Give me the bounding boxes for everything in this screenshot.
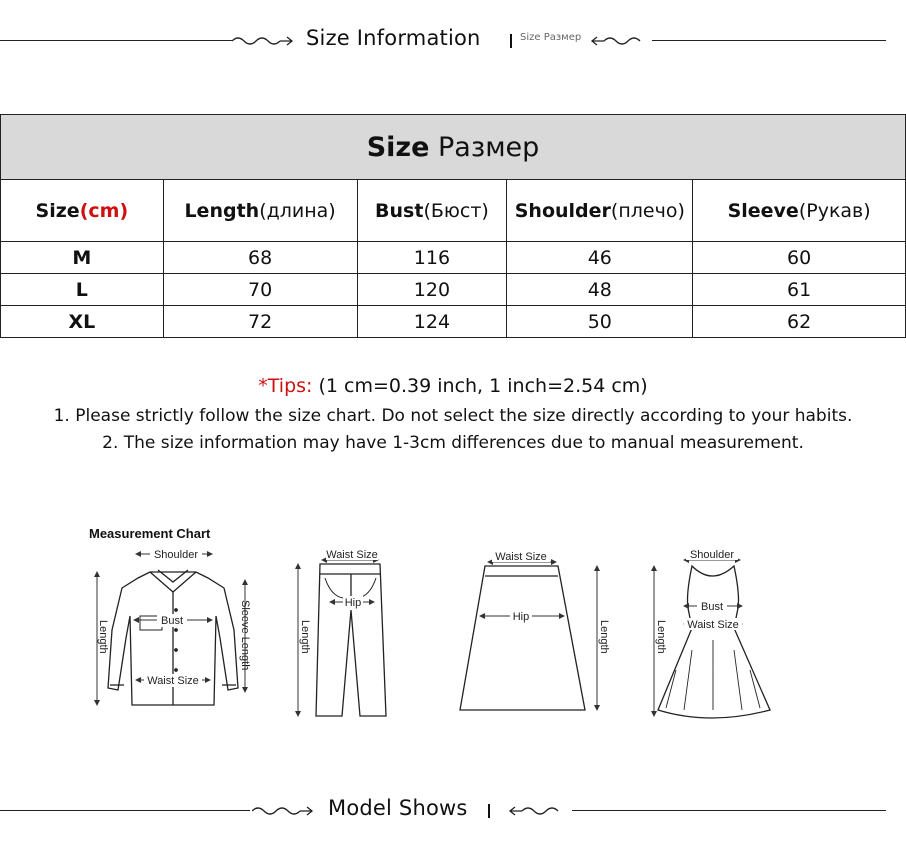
cell-size: XL xyxy=(1,306,164,338)
skirt-outline-icon xyxy=(460,566,585,710)
section-title: Model Shows xyxy=(328,796,468,820)
table-caption xyxy=(1,115,906,180)
section-title: Size Information xyxy=(306,26,481,50)
dress-bust-label: Bust xyxy=(700,601,724,613)
shirt-waist-label: Waist Size xyxy=(147,675,199,687)
cell-sleeve: 62 xyxy=(693,306,906,338)
cell-bust: 116 xyxy=(357,242,507,274)
cell-sleeve: 60 xyxy=(693,242,906,274)
header-bust-bold: Bust xyxy=(375,199,424,222)
tips-label: *Tips: xyxy=(258,375,313,397)
tips-text: (1 cm=0.39 inch, 1 inch=2.54 cm) xyxy=(312,375,648,397)
measurement-chart xyxy=(80,520,800,740)
header-shoulder xyxy=(507,180,693,242)
cell-size: L xyxy=(1,274,164,306)
wave-arrow-left-icon xyxy=(590,32,652,50)
cell-length: 70 xyxy=(163,274,357,306)
table-row xyxy=(1,306,906,338)
title-bar xyxy=(510,34,512,48)
cell-shoulder: 46 xyxy=(507,242,693,274)
cell-length: 72 xyxy=(163,306,357,338)
tip-note-2: 2. The size information may have 1-3cm differences due to manual measurement. xyxy=(102,433,804,453)
divider-line-right xyxy=(572,810,886,811)
wave-arrow-right-icon xyxy=(252,802,314,820)
tips-line xyxy=(0,375,906,397)
caption-bold: Size xyxy=(366,131,430,163)
dress-shoulder-label: Shoulder xyxy=(689,549,735,561)
divider-line-right xyxy=(652,40,886,41)
header-bust xyxy=(357,180,507,242)
section-subtitle: Size Размер xyxy=(520,32,582,43)
wave-arrow-right-icon xyxy=(232,32,294,50)
dress-outline-icon xyxy=(658,566,770,718)
header-shoulder-rest: (плечо) xyxy=(610,199,685,222)
table-row xyxy=(1,242,906,274)
header-length xyxy=(163,180,357,242)
cell-shoulder: 48 xyxy=(507,274,693,306)
header-bust-rest: (Бюст) xyxy=(423,199,489,222)
dress-diagram xyxy=(658,566,770,718)
shirt-length-label: Length xyxy=(97,620,109,654)
wave-arrow-left-icon xyxy=(508,802,570,820)
skirt-waist-label: Waist Size xyxy=(495,551,547,563)
header-size-bold: Size xyxy=(35,199,80,222)
shirt-sleeve-label: Sleeve Length xyxy=(239,600,251,671)
header-sleeve-bold: Sleeve xyxy=(727,199,799,222)
shirt-shoulder-label: Shoulder xyxy=(153,549,199,561)
header-length-rest: (длина) xyxy=(259,199,336,222)
shirt-bust-label: Bust xyxy=(160,615,184,627)
title-bar xyxy=(488,804,490,818)
cell-sleeve: 61 xyxy=(693,274,906,306)
model-shows-divider xyxy=(0,796,906,826)
size-table xyxy=(0,114,906,338)
pants-length-label: Length xyxy=(299,620,311,654)
dress-length-label: Length xyxy=(655,620,667,654)
measurement-diagrams xyxy=(80,520,800,740)
pants-diagram xyxy=(316,564,386,716)
header-sleeve xyxy=(693,180,906,242)
cell-length: 68 xyxy=(163,242,357,274)
cell-bust: 120 xyxy=(357,274,507,306)
skirt-length-label: Length xyxy=(598,620,610,654)
cell-shoulder: 50 xyxy=(507,306,693,338)
skirt-hip-label: Hip xyxy=(512,611,530,623)
header-length-bold: Length xyxy=(184,199,260,222)
table-header-row xyxy=(1,180,906,242)
cell-size: M xyxy=(1,242,164,274)
caption-rest: Размер xyxy=(429,131,540,163)
table-row xyxy=(1,274,906,306)
divider-line-left xyxy=(0,40,232,41)
pants-hip-label: Hip xyxy=(344,597,362,609)
header-sleeve-rest: (Рукав) xyxy=(798,199,871,222)
header-size-unit: (cm) xyxy=(79,199,129,222)
size-information-divider xyxy=(0,26,906,56)
dress-waist-label: Waist Size xyxy=(687,619,739,631)
measurement-chart-title: Measurement Chart xyxy=(89,526,211,541)
header-shoulder-bold: Shoulder xyxy=(514,199,611,222)
divider-line-left xyxy=(0,810,250,811)
header-size xyxy=(1,180,164,242)
tip-note-1: 1. Please strictly follow the size chart. Do not select the size directly according to your habits. xyxy=(53,406,853,426)
pants-waist-label: Waist Size xyxy=(326,549,378,561)
skirt-diagram xyxy=(460,566,585,710)
cell-bust: 124 xyxy=(357,306,507,338)
